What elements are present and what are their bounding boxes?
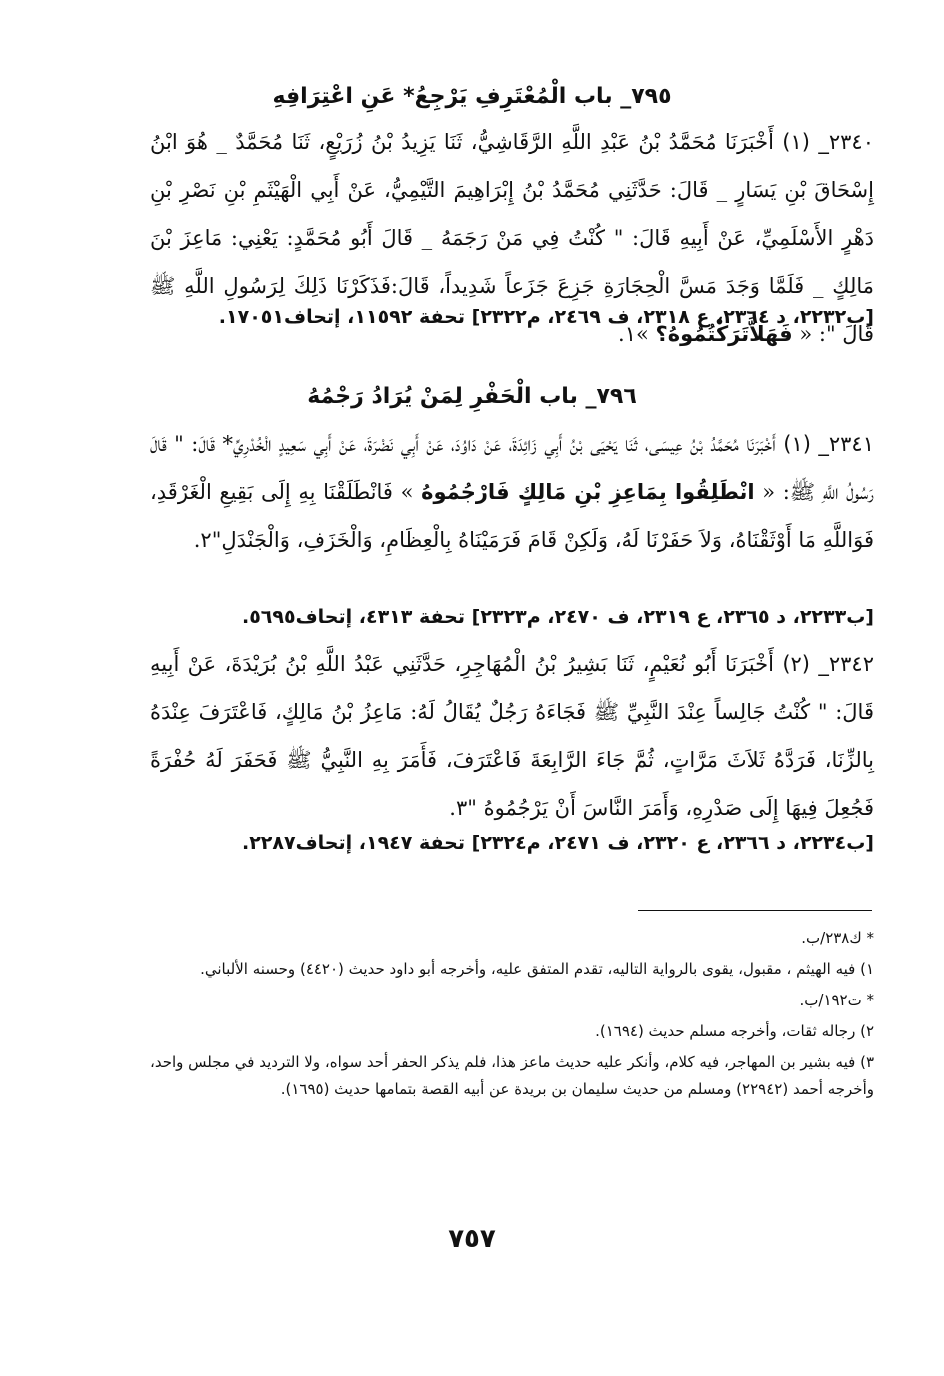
footnote-divider (638, 910, 872, 911)
hadith-2341-bold-quote: انْطَلِقُوا بِمَاعِزِ بْنِ مَالِكٍ فَارْجُمُوهُ (421, 480, 755, 504)
footnote-star-1: * ك٢٣٨/ب. (801, 929, 874, 947)
page-number: ٧٥٧ (448, 1224, 496, 1254)
footnote-2: ٢) رجاله ثقات، وأخرجه مسلم حديث (١٦٩٤). (595, 1022, 874, 1040)
hadith-2341-references: [ب٢٢٣٣، د ٢٣٦٥، ع ٢٣١٩، ف ٢٤٧٠، م٢٣٢٣] تحفة ٤٣١٣، إتحاف٥٦٩٥. (241, 606, 874, 628)
hadith-2342 (150, 640, 874, 832)
footnote-star-2: * ت١٩٢/ب. (799, 991, 874, 1009)
chapter-795-heading: ٧٩٥_ باب الْمُعْتَرِفِ يَرْجِعُ* عَنِ اعْتِرَافِهِ (272, 84, 672, 109)
hadith-2342-text: أَخْبَرَنَا أَبُو نُعَيْمٍ، ثَنَا بَشِيرُ بْنُ الْمُهَاجِرِ، حَدَّثَنِي عَبْدُ اللَّهِ بْنُ بُرَيْدَةَ، عَنْ أَبِيهِ قَالَ: " كُنْتُ جَالِساً عِنْدَ النَّبِيِّ ﷺ فَجَاءَهُ رَجُلٌ يُقَالُ لَهُ: مَاعِزُ بْنُ مَالِكٍ، فَاعْتَرَفَ عِنْدَهُ بِالزِّنَا، فَرَدَّهُ ثَلاَثَ مَرَّاتٍ، ثُمَّ جَاءَ الرَّابِعَةَ فَاعْتَرَفَ، فَأَمَرَ بِهِ النَّبِيُّ ﷺ فَحَفَرَ لَهُ حُفْرَةً فَجُعِلَ فِيهَا إِلَى صَدْرِهِ، وَأَمَرَ النَّاسَ أَنْ يَرْجُمُوهُ "٣. (150, 652, 874, 820)
hadith-2341 (150, 420, 874, 564)
footnote-1: ١) فيه الهيثم ، مقبول، يقوى بالرواية التاليه، تقدم المتفق عليه، وأخرجه أبو داود حديث (٤٤٢٠) وحسنه الألباني. (200, 960, 874, 978)
chapter-796-heading: ٧٩٦_ باب الْحَفْرِ لِمَنْ يُرَادُ رَجْمُهُ (307, 384, 637, 409)
hadith-2341-text-a: أَخْبَرَنَا مُحَمَّدُ بْنُ عِيسَى، ثَنَا يَحْيَى بْنُ أَبِي زَائِدَةَ، عَنْ دَاوُدَ، عَنْ أَبِي نَضْرَةَ، عَنْ أَبِي سَعِيدٍ الْخُدْرِيِّ* قَالَ: " قَالَ رَسُولُ اللَّهِ ﷺ: « (150, 432, 874, 504)
hadith-2340-references: [ب٢٢٣٢، د ٢٣٦٤، ع ٢٣١٨، ف ٢٤٦٩، م٢٣٢٢] تحفة ١١٥٩٢، إتحاف١٧٠٥١. (218, 306, 874, 328)
hadith-2341-text-b: » فَانْطَلَقْنَا بِهِ إِلَى بَقِيعِ الْغَرْقَدِ، فَوَاللَّهِ مَا أَوْثَقْنَاهُ، وَلاَ حَفَرْنَا لَهُ، وَلَكِنْ قَامَ فَرَمَيْنَاهُ بِالْعِظَامِ، وَالْخَزَفِ، وَالْجَنْدَلِ"٢. (150, 480, 874, 552)
hadith-2340-text-b: »١. (618, 322, 649, 346)
footnote-3: ٣) فيه بشير بن المهاجر، فيه كلام، وأنكر عليه حديث ماعز هذا، فلم يذكر الحفر أحد سواه، ولا الترديد في مجلس واحد، وأخرجه أحمد (٢٢٩٤٢) ومسلم من حديث سليمان بن بريدة عن أبيه القصة بتمامها حديث (١٦٩٥). (150, 1053, 874, 1098)
footnotes (150, 925, 874, 1107)
hadith-2342-references: [ب٢٢٣٤، د ٢٣٦٦، ع ٢٣٢٠، ف ٢٤٧١، م٢٣٢٤] تحفة ١٩٤٧، إتحاف٢٢٨٧. (241, 832, 874, 854)
hadith-2341-number: ٢٣٤١_ (١) (783, 432, 874, 456)
hadith-2342-number: ٢٣٤٢_ (٢) (782, 652, 874, 676)
hadith-2340-bold-quote: فَهَلاَّتَرَكْتُمُوهُ؟ (655, 322, 793, 346)
hadith-2340-text-a: أَخْبَرَنَا مُحَمَّدُ بْنُ عَبْدِ اللَّهِ الرَّقَاشِيُّ، ثَنَا يَزِيدُ بْنُ زُرَيْعٍ، ثَنَا مُحَمَّدٌ _ هُوَ ابْنُ إِسْحَاقَ بْنِ يَسَارٍ _ قَالَ: حَدَّثَنِي مُحَمَّدُ بْنُ إِبْرَاهِيمَ التَّيْمِيُّ، عَنْ أَبِي الْهَيْثَمِ بْنِ نَصْرِ بْنِ دَهْرٍ الأَسْلَمِيِّ، عَنْ أَبِيهِ قَالَ: " كُنْتُ فِي مَنْ رَجَمَهُ _ قَالَ أَبُو مُحَمَّدٍ: يَعْنِي: مَاعِزَ بْنَ مَالِكٍ _ فَلَمَّا وَجَدَ مَسَّ الْحِجَارَةِ جَزِعَ جَزَعاً شَدِيداً، قَالَ:فَذَكَرْنَا ذَلِكَ لِرَسُولِ اللَّهِ ﷺ قَالَ ": « (150, 130, 874, 346)
hadith-2340-number: ٢٣٤٠_ (١) (782, 130, 874, 154)
